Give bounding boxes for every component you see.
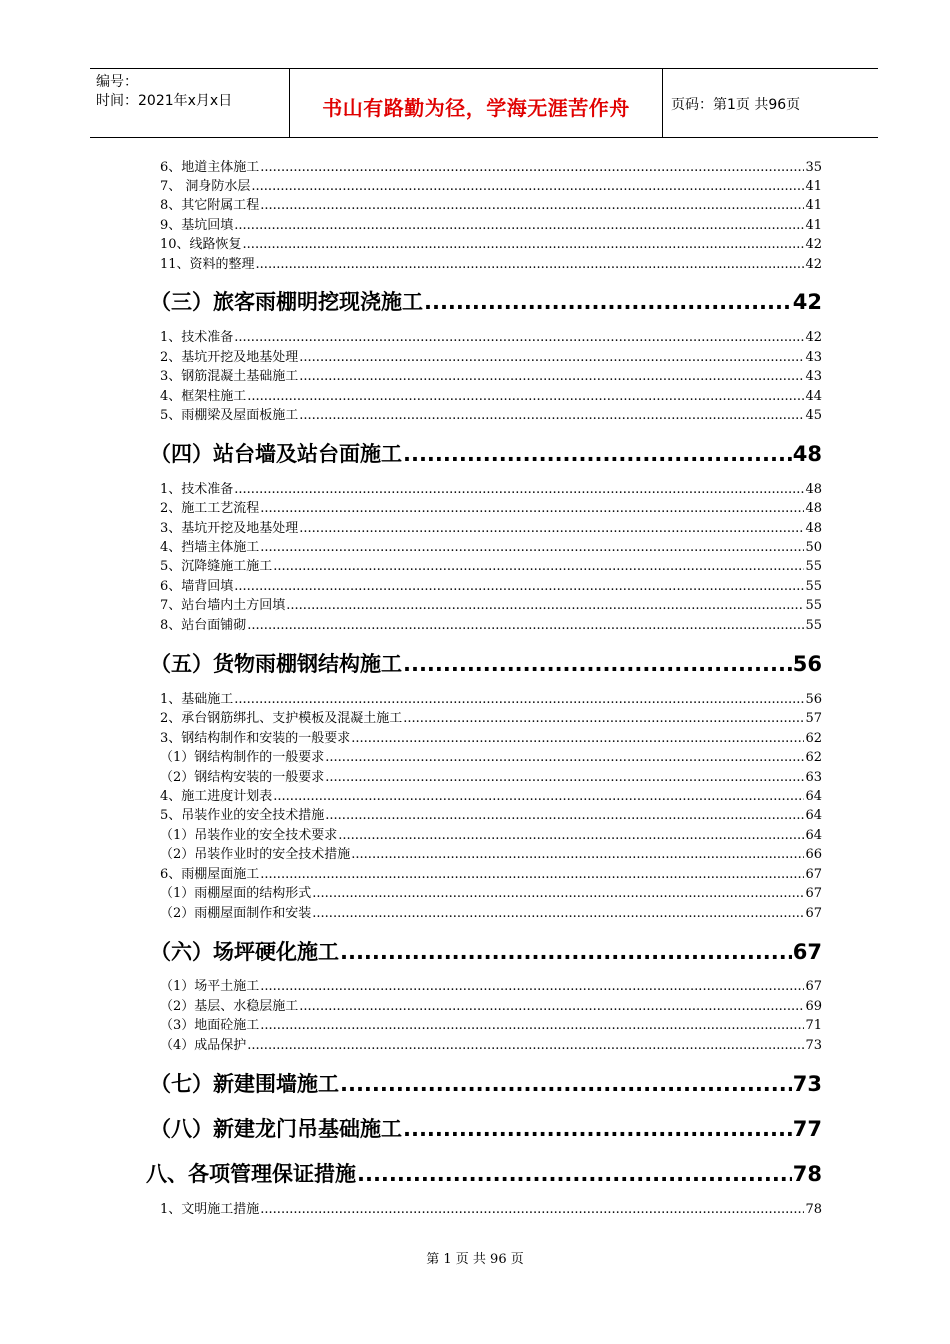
toc-entry[interactable]: （3）地面砼施工 ..... 71 xyxy=(160,1018,822,1034)
toc-entry[interactable]: （4）成品保护 ..... 73 xyxy=(160,1038,822,1054)
toc-entry[interactable]: 6、墙背回填 ..... 55 xyxy=(160,579,822,595)
toc-entry[interactable]: 7、站台墙内土方回填 ..... 55 xyxy=(160,598,822,614)
toc-entry[interactable]: （1）吊装作业的安全技术要求 ..... 64 xyxy=(160,828,822,844)
toc-entry[interactable]: 9、基坑回填 ..... 41 xyxy=(160,218,822,234)
time-label: 时间：2021年x月x日 xyxy=(96,93,233,109)
toc-entry[interactable]: 2、基坑开挖及地基处理 ..... 43 xyxy=(160,350,822,366)
toc-entry[interactable]: （1）场平土施工 ..... 67 xyxy=(160,979,822,995)
page-footer: 第 1 页 共 96 页 xyxy=(426,1252,524,1267)
header-motto xyxy=(290,69,663,137)
toc-entry[interactable]: 7、 洞身防水层 ..... 41 xyxy=(160,179,822,195)
toc-entry[interactable]: 4、挡墙主体施工 ..... 50 xyxy=(160,540,822,556)
toc-entry[interactable]: 3、基坑开挖及地基处理 ..... 48 xyxy=(160,521,822,537)
toc-section-heading[interactable]: （三）旅客雨棚明挖现浇施工 ..... 42 xyxy=(150,288,822,316)
header-meta xyxy=(90,69,290,137)
toc-entry[interactable]: 1、文明施工措施 ..... 78 xyxy=(160,1202,822,1218)
toc-entry[interactable]: （1）雨棚屋面的结构形式 ..... 67 xyxy=(160,886,822,902)
toc-entry[interactable]: 6、雨棚屋面施工 ..... 67 xyxy=(160,867,822,883)
toc-entry[interactable]: 10、线路恢复 ..... 42 xyxy=(160,237,822,253)
toc-entry[interactable]: 2、承台钢筋绑扎、支护模板及混凝土施工 ..... 57 xyxy=(160,711,822,727)
toc-entry[interactable]: （2）钢结构安装的一般要求 ..... 63 xyxy=(160,770,822,786)
toc-entry[interactable]: 1、技术准备 ..... 42 xyxy=(160,330,822,346)
toc-entry[interactable]: 3、钢筋混凝土基础施工 ..... 43 xyxy=(160,369,822,385)
toc-entry[interactable]: 2、施工工艺流程 ..... 48 xyxy=(160,501,822,517)
toc-section-heading[interactable]: （六）场坪硬化施工 ..... 67 xyxy=(150,938,822,966)
toc-section-heading[interactable]: （五）货物雨棚钢结构施工 ..... 56 xyxy=(150,650,822,678)
toc-entry[interactable]: 1、基础施工 ..... 56 xyxy=(160,692,822,708)
toc-section-heading[interactable]: （四）站台墙及站台面施工 ..... 48 xyxy=(150,440,822,468)
toc-entry[interactable]: 8、其它附属工程 ..... 41 xyxy=(160,198,822,214)
motto-text: 书山有路勤为径，学海无涯苦作舟 xyxy=(322,96,630,120)
number-label: 编号： xyxy=(96,74,138,90)
toc-entry[interactable]: 6、地道主体施工 ..... 35 xyxy=(160,160,822,176)
header-page-info xyxy=(663,69,878,137)
page-info-text: 页码：第1页 共96页 xyxy=(671,97,801,113)
toc-section-heading[interactable]: （七）新建围墙施工 ..... 73 xyxy=(150,1070,822,1098)
toc-entry[interactable]: （2）雨棚屋面制作和安装 ..... 67 xyxy=(160,906,822,922)
toc-entry[interactable]: 11、资料的整理 ..... 42 xyxy=(160,257,822,273)
toc-entry[interactable]: 3、钢结构制作和安装的一般要求 ..... 62 xyxy=(160,731,822,747)
toc-entry[interactable]: 5、吊装作业的安全技术措施 ..... 64 xyxy=(160,808,822,824)
toc-entry[interactable]: 4、施工进度计划表 ..... 64 xyxy=(160,789,822,805)
toc-entry[interactable]: 4、框架柱施工 ..... 44 xyxy=(160,389,822,405)
toc-entry[interactable]: （2）基层、水稳层施工 ..... 69 xyxy=(160,999,822,1015)
toc-entry[interactable]: （1）钢结构制作的一般要求 ..... 62 xyxy=(160,750,822,766)
toc-entry[interactable]: 1、技术准备 ..... 48 xyxy=(160,482,822,498)
toc-section-heading[interactable]: （八）新建龙门吊基础施工 ..... 77 xyxy=(150,1115,822,1143)
toc-entry[interactable]: 5、雨棚梁及屋面板施工 ..... 45 xyxy=(160,408,822,424)
toc-entry[interactable]: 8、站台面铺砌 ..... 55 xyxy=(160,618,822,634)
toc-entry[interactable]: 5、沉降缝施工施工 ..... 55 xyxy=(160,559,822,575)
page-header xyxy=(90,68,878,138)
toc-entry[interactable]: （2）吊装作业时的安全技术措施 ..... 66 xyxy=(160,847,822,863)
toc-chapter-heading[interactable]: 八、各项管理保证措施 ..... 78 xyxy=(146,1160,822,1188)
